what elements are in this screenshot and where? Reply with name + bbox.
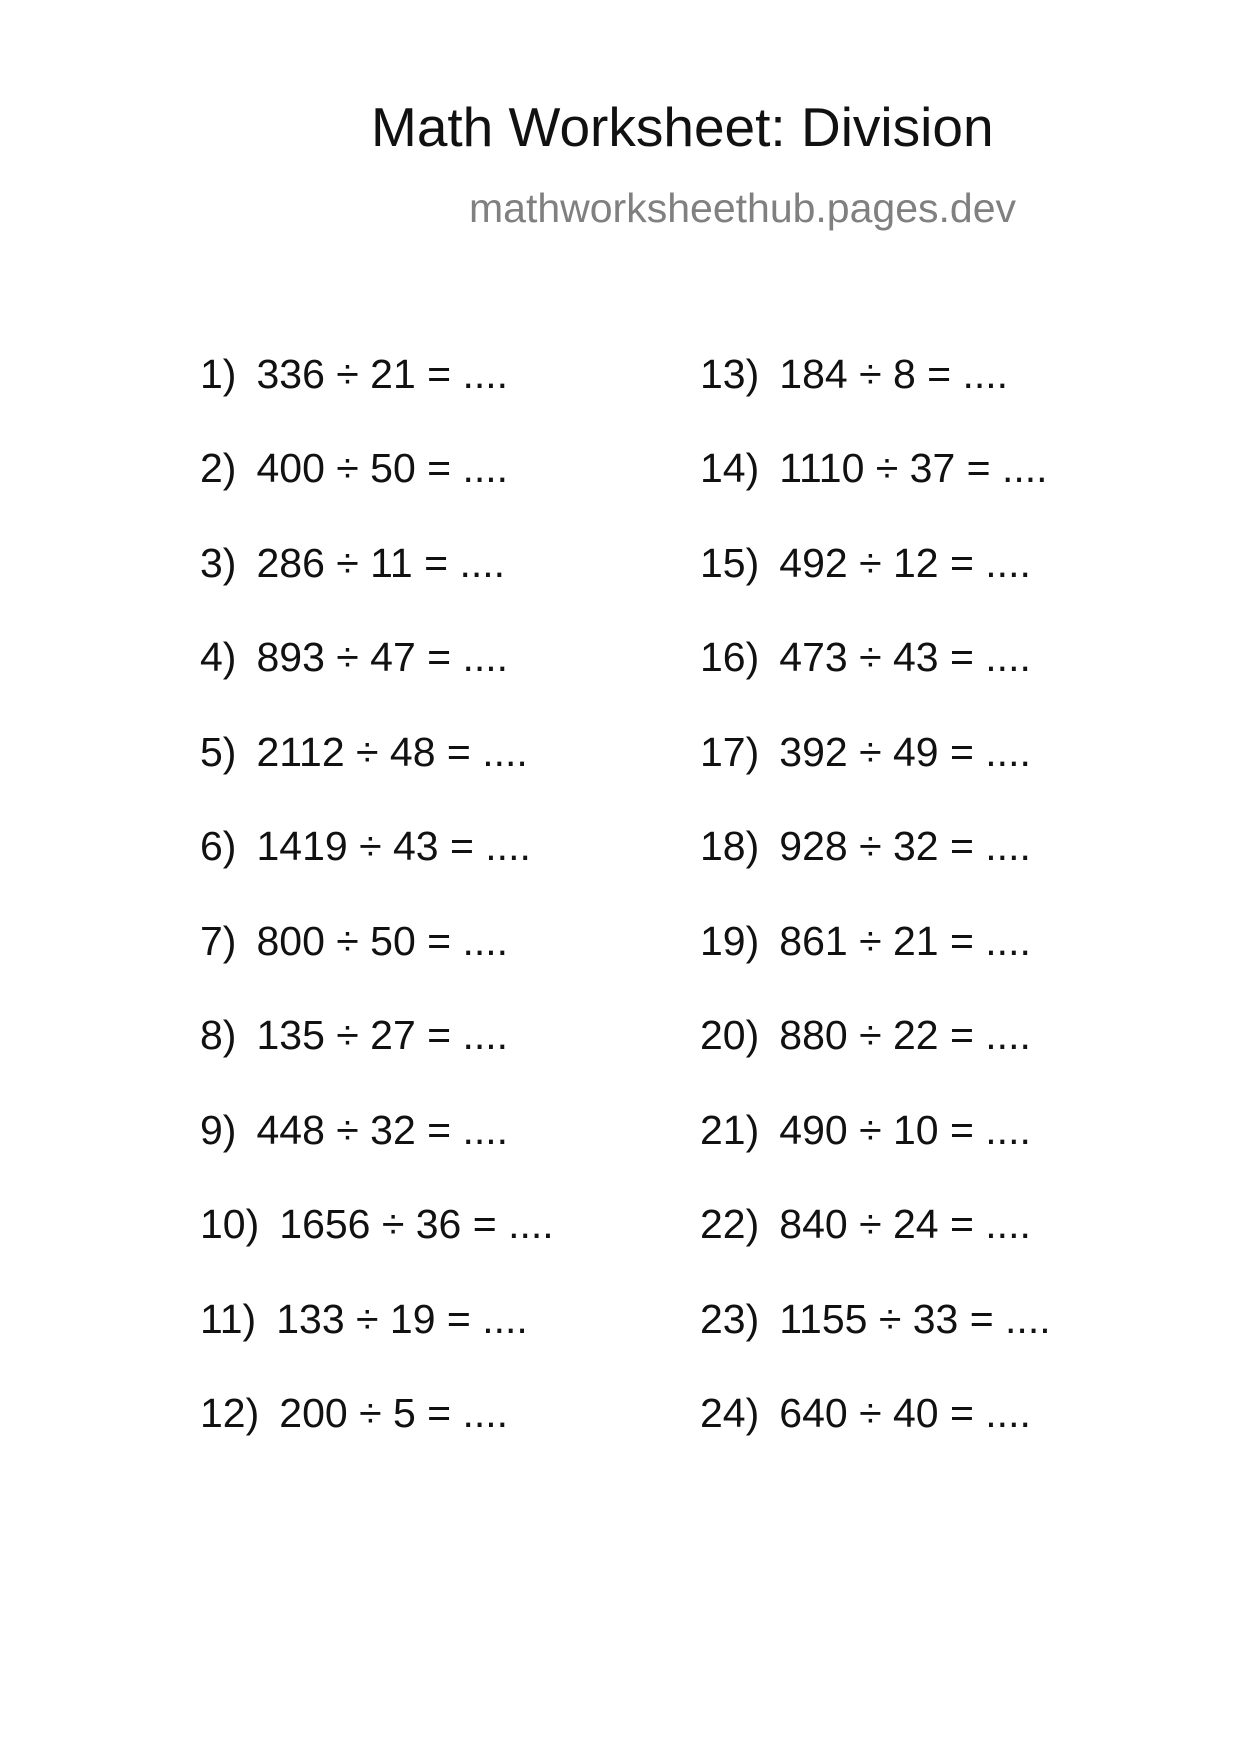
problem-number: 7) <box>200 918 237 964</box>
problem-number: 13) <box>700 351 760 397</box>
problem-number: 5) <box>200 729 237 775</box>
problem-item <box>700 1294 1051 1344</box>
problem-item <box>700 1388 1031 1438</box>
problem-expression: 800 ÷ 50 = .... <box>256 918 509 964</box>
problem-item <box>200 632 508 682</box>
problem-item <box>200 1294 528 1344</box>
problem-item <box>700 538 1031 588</box>
problem-number: 2) <box>200 445 237 491</box>
problem-expression: 135 ÷ 27 = .... <box>256 1012 509 1058</box>
problem-item <box>200 349 508 399</box>
problem-item <box>200 916 508 966</box>
problem-item <box>700 632 1031 682</box>
source-url: mathworksheethub.pages.dev <box>469 185 1017 231</box>
problem-item <box>700 727 1031 777</box>
problem-expression: 448 ÷ 32 = .... <box>256 1107 509 1153</box>
problem-number: 22) <box>700 1201 760 1247</box>
problem-number: 17) <box>700 729 760 775</box>
problem-item <box>200 821 531 871</box>
problem-item <box>700 1199 1031 1249</box>
problem-item <box>700 916 1031 966</box>
problem-number: 23) <box>700 1296 760 1342</box>
problem-expression: 392 ÷ 49 = .... <box>779 729 1031 775</box>
problem-number: 3) <box>200 540 237 586</box>
worksheet-title: Math Worksheet: Division <box>371 96 994 158</box>
problem-expression: 840 ÷ 24 = .... <box>779 1201 1031 1247</box>
problem-item <box>700 821 1031 871</box>
problem-expression: 336 ÷ 21 = .... <box>256 351 509 397</box>
problem-expression: 1110 ÷ 37 = .... <box>779 445 1048 491</box>
problem-expression: 184 ÷ 8 = .... <box>779 351 1009 397</box>
problem-number: 4) <box>200 634 237 680</box>
problem-item <box>200 1010 508 1060</box>
problem-number: 14) <box>700 445 760 491</box>
problem-item <box>200 538 505 588</box>
problem-column-right <box>700 0 1200 1754</box>
problem-item <box>700 443 1048 493</box>
problem-number: 16) <box>700 634 760 680</box>
problem-expression: 473 ÷ 43 = .... <box>779 634 1031 680</box>
problem-number: 10) <box>200 1201 260 1247</box>
problem-number: 12) <box>200 1390 260 1436</box>
problem-expression: 2112 ÷ 48 = .... <box>256 729 528 775</box>
problem-number: 8) <box>200 1012 237 1058</box>
problem-number: 11) <box>200 1296 257 1342</box>
problem-expression: 490 ÷ 10 = .... <box>779 1107 1031 1153</box>
problem-item <box>200 1199 554 1249</box>
problem-item <box>700 1105 1031 1155</box>
problem-number: 18) <box>700 823 760 869</box>
problem-number: 19) <box>700 918 760 964</box>
problem-expression: 400 ÷ 50 = .... <box>256 445 509 491</box>
problem-expression: 1656 ÷ 36 = .... <box>279 1201 554 1247</box>
problem-expression: 492 ÷ 12 = .... <box>779 540 1031 586</box>
problem-item <box>700 349 1008 399</box>
problem-expression: 286 ÷ 11 = .... <box>256 540 506 586</box>
problem-item <box>700 1010 1031 1060</box>
problem-expression: 861 ÷ 21 = .... <box>779 918 1031 964</box>
problem-number: 6) <box>200 823 237 869</box>
problem-item <box>200 727 528 777</box>
problem-expression: 928 ÷ 32 = .... <box>779 823 1031 869</box>
problem-item <box>200 443 508 493</box>
problem-expression: 133 ÷ 19 = .... <box>276 1296 528 1342</box>
problem-number: 21) <box>700 1107 760 1153</box>
problem-number: 9) <box>200 1107 237 1153</box>
problem-expression: 880 ÷ 22 = .... <box>779 1012 1031 1058</box>
problem-expression: 200 ÷ 5 = .... <box>279 1390 509 1436</box>
problem-number: 15) <box>700 540 760 586</box>
problem-expression: 893 ÷ 47 = .... <box>256 634 509 680</box>
problem-item <box>200 1105 508 1155</box>
problem-number: 1) <box>200 351 237 397</box>
problem-expression: 640 ÷ 40 = .... <box>779 1390 1031 1436</box>
problem-number: 20) <box>700 1012 760 1058</box>
problem-item <box>200 1388 508 1438</box>
problem-expression: 1419 ÷ 43 = .... <box>256 823 531 869</box>
problem-column-left <box>200 0 700 1754</box>
problem-number: 24) <box>700 1390 760 1436</box>
problem-expression: 1155 ÷ 33 = .... <box>779 1296 1051 1342</box>
